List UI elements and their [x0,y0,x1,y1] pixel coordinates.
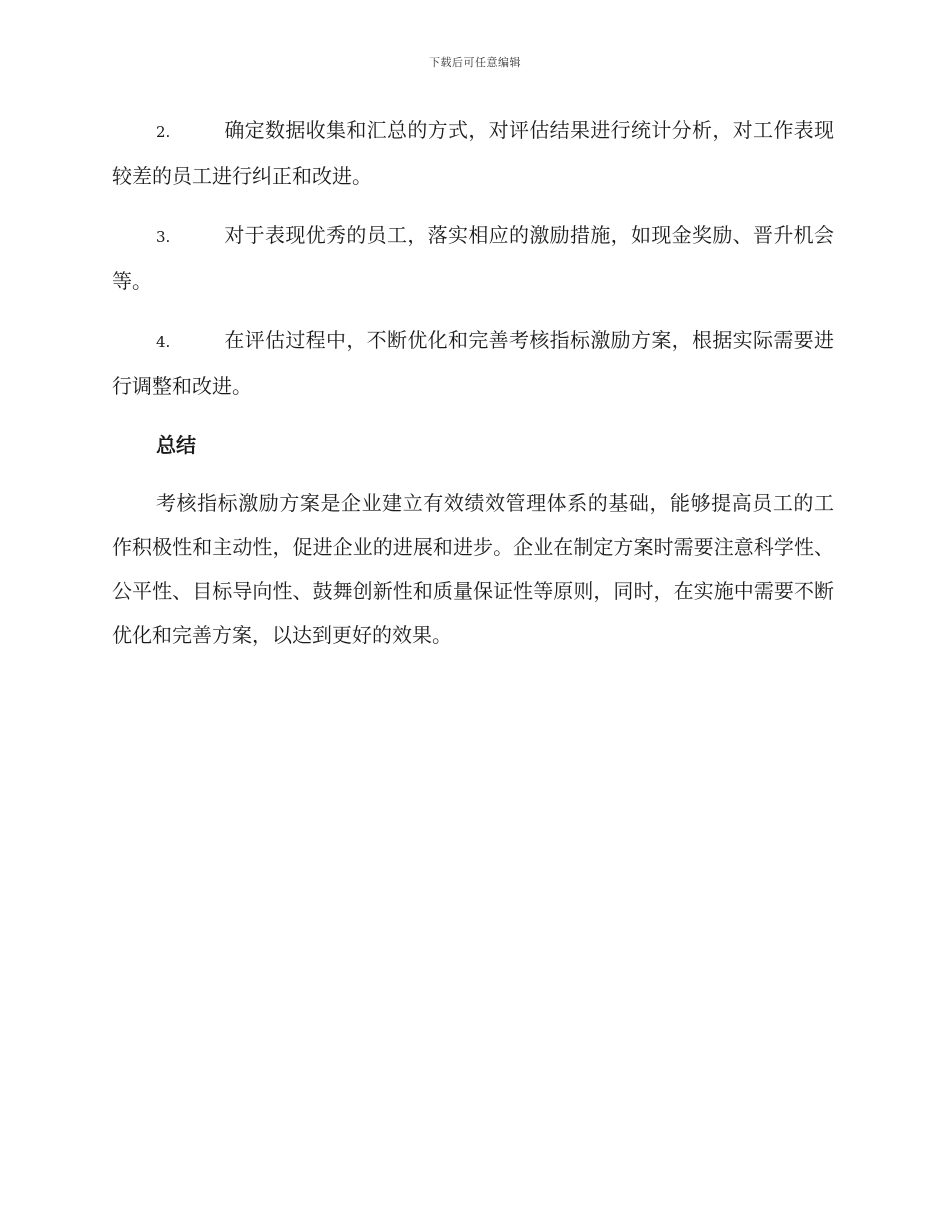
summary-paragraph: 考核指标激励方案是企业建立有效绩效管理体系的基础，能够提高员工的工作积极性和主动性，促进企业的进展和进步。企业在制定方案时需要注意科学性、公平性、目标导向性、鼓舞创新性和质量保证性等原则，同时，在实施中需要不断优化和完善方案，以达到更好的效果。 [112,491,834,647]
list-item [112,213,834,303]
list-item-text: 对于表现优秀的员工，落实相应的激励措施，如现金奖励、晋升机会等。 [112,223,834,293]
list-item [112,108,834,198]
list-item-text: 确定数据收集和汇总的方式，对评估结果进行统计分析，对工作表现较差的员工进行纠正和改进。 [112,118,834,188]
list-item-number: 3. [156,228,171,246]
list-item [112,318,834,408]
summary-heading: 总结 [156,433,196,457]
list-item-text: 在评估过程中，不断优化和完善考核指标激励方案，根据实际需要进行调整和改进。 [112,328,834,398]
list-item-number: 2. [156,123,171,141]
list-item-number: 4. [156,333,171,351]
page-header: 下载后可任意编辑 [429,56,521,69]
document-body [112,108,834,657]
